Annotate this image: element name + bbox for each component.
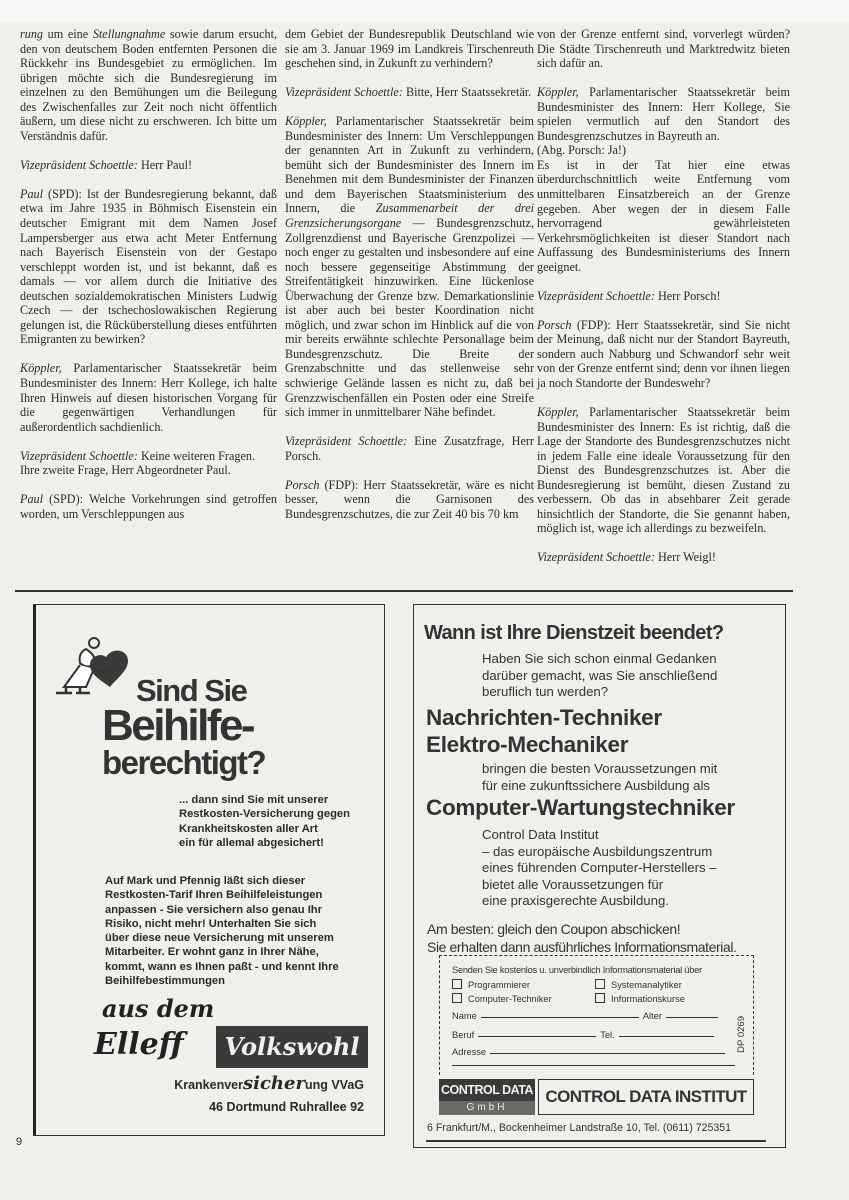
control-data-advertisement <box>413 604 786 1148</box>
article-paragraph <box>20 187 277 347</box>
option-programmierer[interactable] <box>452 979 530 991</box>
paragraph-text: (Abg. Porsch: Ja!) <box>537 143 627 158</box>
article-paragraph <box>537 318 790 391</box>
article-paragraph <box>20 492 277 521</box>
address-field[interactable] <box>452 1047 729 1058</box>
body-line: kommt, wann es Ihnen paßt - und kennt Ihre <box>105 960 339 973</box>
speaker-or-emphasis: Vizepräsident Schoettle: <box>285 434 408 449</box>
paragraph-text: Herr Paul! <box>137 157 193 172</box>
company-address: 46 Dortmund Ruhrallee 92 <box>209 1100 364 1114</box>
job-field[interactable] <box>452 1030 718 1041</box>
article-column-1 <box>20 27 277 536</box>
institute-line: eine praxisgerechte Ausbildung. <box>482 893 669 908</box>
headline-sind-sie: Sind Sie <box>136 673 247 708</box>
speaker-or-emphasis: Vizepräsident Schoettle: <box>20 157 138 172</box>
article-paragraph <box>20 27 277 143</box>
lead-line: ein für allemal abgesichert! <box>179 836 324 849</box>
company-post: ung VVaG <box>304 1078 364 1092</box>
doctor-with-heart-icon <box>46 635 146 700</box>
ad-headline: Wann ist Ihre Dienstzeit beendet? <box>424 622 724 644</box>
paragraph-text: (SPD): Ist der Bundesregierung bekannt, daß etwa im Jahre 1935 in Böhmisch Eisenstein ein deutscher Emigrant mit dem Namen Josef Lampersberger aus etwa acht Meter Entfernung nach Bayerisch Eisenstein von der Gestapo verschleppt worden ist, und ist bekannt, daß es damals — vor allem durch die Initiative des deutschen sozialdemokratischen Ministers Ludwig Czech — der tschechoslowakischen Regierung gelungen ist, die Rücküberstellung dieses entführten Emigranten zu bewirken? <box>20 186 277 347</box>
mid-line: für eine zukunftssichere Ausbildung als <box>482 777 710 793</box>
coupon-intro: Senden Sie kostenlos u. unverbindlich Informationsmaterial über <box>452 965 702 975</box>
company-script: sicher <box>242 1073 305 1094</box>
speaker-or-emphasis: Vizepräsident Schoettle: <box>20 448 138 463</box>
paragraph-text: Parlamentarischer Staatssekretär beim Bundesminister des Innern: Um Verschleppungen der genannten Art in Zukunft zu verhindern, bemüht sich der Bundesminister des Innern im Benehmen mit dem Bundesminister der Finanzen und dem Bayerischen Staatsministerium des Innern, die <box>285 114 534 216</box>
option-computer-techniker[interactable] <box>452 993 552 1005</box>
body-line: Beihilfebestimmungen <box>105 975 225 988</box>
job-label: Beruf <box>452 1030 475 1040</box>
address-label: Adresse <box>452 1047 487 1057</box>
speaker-or-emphasis: Vizepräsident Schoettle: <box>285 85 403 100</box>
call-to-action <box>427 920 737 956</box>
paragraph-text: — Bundesgrenzschutz, Zollgrenzdienst und Bayerische Grenzpolizei — noch enger zu gestalten und insbesondere auf eine noch bessere gegenseitige Abstimmung der Streifentätigkeit hinzuwirken. Eine lückenlose Überwachung der Grenze bzw. Demarkationslinie ist aber auch bei bester Koordination nicht möglich, und zwar schon im Hinblick auf die von mir bereits erwähnte schlechte Personallage beim Bundesgrenzschutz. Die Breite der Grenzabschnitte und das stellenweise sehr schwierige Gelände lassen es nicht zu, daß bei Grenzzwischenfällen ein Posten oder eine Streife sich immer in unmittelbarer Nähe befindet. <box>285 216 534 420</box>
article-paragraph <box>285 27 534 71</box>
lead-line: Krankheitskosten aller Art <box>179 822 318 835</box>
mid-line: bringen die besten Voraussetzungen mit <box>482 761 718 776</box>
article-paragraph <box>285 434 534 463</box>
headline-beihilfe: Beihilfe- <box>102 701 254 750</box>
logo-top: CONTROL DATA <box>439 1079 535 1101</box>
article-paragraph <box>20 449 277 478</box>
intro-text <box>482 651 717 701</box>
scan-margin <box>0 0 849 22</box>
speaker-or-emphasis: Paul <box>20 492 44 507</box>
checkbox[interactable] <box>595 979 605 989</box>
column-divider-rule <box>15 590 793 592</box>
option-label: Programmierer <box>468 980 530 990</box>
checkbox[interactable] <box>595 993 605 1003</box>
option-label: Computer-Techniker <box>468 994 552 1004</box>
institute-address: 6 Frankfurt/M., Bockenheimer Landstraße 10, Tel. (0611) 725351 <box>427 1122 732 1134</box>
option-label: Informationskurse <box>611 994 685 1004</box>
paragraph-text: Herr Porsch! <box>654 288 721 303</box>
script-elleff: Elleff <box>94 1027 184 1062</box>
speaker-or-emphasis: Köppler, <box>285 114 327 129</box>
body-line: Restkosten-Tarif Ihren Beihilfeleistungen <box>105 889 323 902</box>
age-label: Alter <box>642 1011 662 1021</box>
body-line: Risiko, nicht mehr! Unterhalten Sie sich <box>105 917 317 930</box>
lead-line: ... dann sind Sie mit unserer <box>179 794 329 806</box>
paragraph-text: Parlamentarischer Staatssekretär beim Bundesminister des Innern: Es ist richtig, daß die Lage der Standorte des Bundesgrenzschutzes nicht in jedem Falle eine ideale Voraussetzung für den Dienst des Bundesgrenzschutzes ist. Aber die Bundesregierung ist bemüht, diesen Zustand zu verbessern. Ob das in absehbarer Zeit gerade hinsichtlich der Standorte, die Sie genannt haben, möglich ist, wage ich allerdings zu bezweifeln. <box>537 405 790 536</box>
cta-line: Am besten: gleich den Coupon abschicken! <box>427 921 681 937</box>
speaker-or-emphasis: Vizepräsident Schoettle: <box>537 550 655 565</box>
speaker-or-emphasis: Köppler, <box>537 85 579 100</box>
paragraph-text: Parlamentarischer Staatssekretär beim Bundesminister des Innern: Herr Kollege, ich halte Ihren Hinweis auf diesen historischen Vorgang für die gegenwärtigen Verhandlungen für außerordentlich sachdienlich. <box>20 361 277 434</box>
name-field[interactable] <box>452 1011 722 1022</box>
paragraph-text: Eine Zusatzfrage, Herr Porsch. <box>285 434 534 463</box>
address-line-2[interactable] <box>452 1064 735 1066</box>
speaker-or-emphasis: Zusammenarbeit der drei Grenzsicherungsorgane <box>285 201 535 231</box>
checkbox[interactable] <box>452 993 462 1003</box>
profession-nachrichten-techniker: Nachrichten-Techniker <box>426 705 662 730</box>
intro-line: beruflich tun werden? <box>482 684 609 699</box>
option-systemanalytiker[interactable] <box>595 979 682 991</box>
article-paragraph <box>537 27 790 71</box>
paragraph-text: Parlamentarischer Staatssekretär beim Bundesminister des Innern: Herr Kollege, Sie spielen vermutlich auf den Standort des Bundesgrenzschutzes in Bayreuth an. <box>537 85 790 143</box>
speaker-or-emphasis: Stellungnahme <box>92 27 166 41</box>
paragraph-text: Herr Weigl! <box>654 550 716 565</box>
mid-text <box>482 761 717 794</box>
coupon-form[interactable] <box>439 955 754 1075</box>
article-paragraph <box>537 550 790 565</box>
checkbox[interactable] <box>452 979 462 989</box>
volkswohl-advertisement <box>33 604 385 1136</box>
article-paragraph <box>20 361 277 434</box>
paragraph-text: von der Grenze entfernt sind, vorverlegt würden? Die Städte Tirschenreuth und Marktredwitz bieten sich dafür an. <box>537 27 790 71</box>
article-paragraph <box>537 289 790 304</box>
article-paragraph <box>285 114 534 419</box>
paragraph-text: Es ist in der Tat hier eine etwas überdurchschnittlich weite Entfernung vom unmittelbaren Einsatzbereich an der Grenze gegeben. Aber wegen der in diesem Falle hervorragend gewährleisteten Verkehrsmöglichkeiten ist dieser Standort nach Auffassung des Bundesministeriums des Innern geeignet. <box>537 157 790 274</box>
paragraph-text: Ihre zweite Frage, Herr Abgeordneter Paul. <box>20 463 231 478</box>
institute-line: – das europäische Ausbildungszentrum <box>482 843 713 859</box>
tel-label: Tel. <box>600 1030 615 1040</box>
article-column-2 <box>285 27 534 536</box>
coupon-code: DP 0269 <box>736 1016 747 1053</box>
article-paragraph <box>285 85 534 100</box>
paragraph-text: sowie darum ersucht, den von deutschem Boden entfernten Personen die Rückkehr ins Bundesgebiet zu ermöglichen. Im übrigen möchte sich die Bundesregierung im einzelnen zu den Bemühungen um die Beilegung des Zwischenfalles zur Zeit noch nicht öffentlich äußern, um diese nicht zu erschweren. Ich bitte um Verständnis dafür. <box>20 27 277 143</box>
option-label: Systemanalytiker <box>611 980 682 990</box>
speaker-or-emphasis: Paul <box>20 186 44 201</box>
paragraph-text: Keine weiteren Fragen. <box>137 448 255 463</box>
intro-line: Haben Sie sich schon einmal Gedanken <box>482 651 717 666</box>
speaker-or-emphasis: Vizepräsident Schoettle: <box>537 288 655 303</box>
profession-elektro-mechaniker: Elektro-Mechaniker <box>426 732 629 757</box>
article-paragraph <box>537 85 790 274</box>
speaker-or-emphasis: Köppler, <box>537 405 579 420</box>
body-line: Mitarbeiter. Er wohnt ganz in Ihrer Nähe, <box>105 946 319 959</box>
name-label: Name <box>452 1011 477 1021</box>
option-informationskurse[interactable] <box>595 993 685 1005</box>
article-paragraph <box>537 405 790 536</box>
speaker-or-emphasis: rung <box>20 27 44 41</box>
speaker-or-emphasis: Köppler, <box>20 361 62 376</box>
lead-line: Restkosten-Versicherung gegen <box>179 808 350 821</box>
institute-line: bietet alle Voraussetzungen für <box>482 876 664 892</box>
control-data-gmbh-logo <box>439 1079 535 1115</box>
script-aus-dem: aus dem <box>102 994 215 1023</box>
logo-bottom: GmbH <box>439 1101 535 1115</box>
intro-line: darüber gemacht, was Sie anschließend <box>482 667 718 683</box>
lead-text <box>179 793 350 850</box>
body-text <box>105 874 385 988</box>
profession-computer-wartungstechniker: Computer-Wartungstechniker <box>426 795 735 820</box>
institute-text <box>482 827 717 910</box>
headline-berechtigt: berechtigt? <box>102 744 266 781</box>
institute-line: eines führenden Computer-Herstellers – <box>482 860 717 875</box>
institute-line: Control Data Institut <box>482 827 599 842</box>
article-paragraph <box>285 478 534 522</box>
paragraph-text: (FDP): Herr Staatssekretär, wäre es nicht besser, wenn die Garnisonen des Bundesgrenzschutzes, die zur Zeit 40 bis 70 km <box>285 477 534 521</box>
speaker-or-emphasis: Porsch <box>537 317 572 332</box>
paragraph-text: dem Gebiet der Bundesrepublik Deutschland wie sie am 3. Januar 1969 im Landkreis Tirschenreuth geschehen sind, in Zukunft zu verhindern? <box>285 27 534 71</box>
volkswohl-logo: Volkswohl <box>216 1026 368 1068</box>
paragraph-text: Bitte, Herr Staatssekretär. <box>402 85 532 100</box>
company-pre: Krankenver <box>174 1078 243 1092</box>
body-line: über diese neue Versicherung mit unserem <box>105 932 334 945</box>
speaker-or-emphasis: Porsch <box>285 477 320 492</box>
address-rule <box>426 1140 766 1142</box>
company-name <box>174 1073 364 1118</box>
article-column-3 <box>537 27 790 580</box>
body-line: Auf Mark und Pfennig läßt sich dieser <box>105 875 306 887</box>
cta-line: Sie erhalten dann ausführliches Informationsmaterial. <box>427 939 737 955</box>
paragraph-text: (FDP): Herr Staatssekretär, sind Sie nicht der Meinung, daß nicht nur der Standort Bayreuth, sondern auch Nabburg und Schwandorf sehr weit von der Grenze entfernt sind; denn vor ihnen liegen ja noch Standorte der Bundeswehr? <box>537 317 790 390</box>
article-paragraph <box>20 158 277 173</box>
control-data-institut-logo: CONTROL DATA INSTITUT <box>538 1079 754 1115</box>
paragraph-text: um eine <box>43 27 93 41</box>
page-number: 9 <box>16 1136 23 1148</box>
body-line: anpassen - Sie versichern also genau Ihr <box>105 903 322 916</box>
paragraph-text: (SPD): Welche Vorkehrungen sind getroffen worden, um Verschleppungen aus <box>20 492 277 521</box>
